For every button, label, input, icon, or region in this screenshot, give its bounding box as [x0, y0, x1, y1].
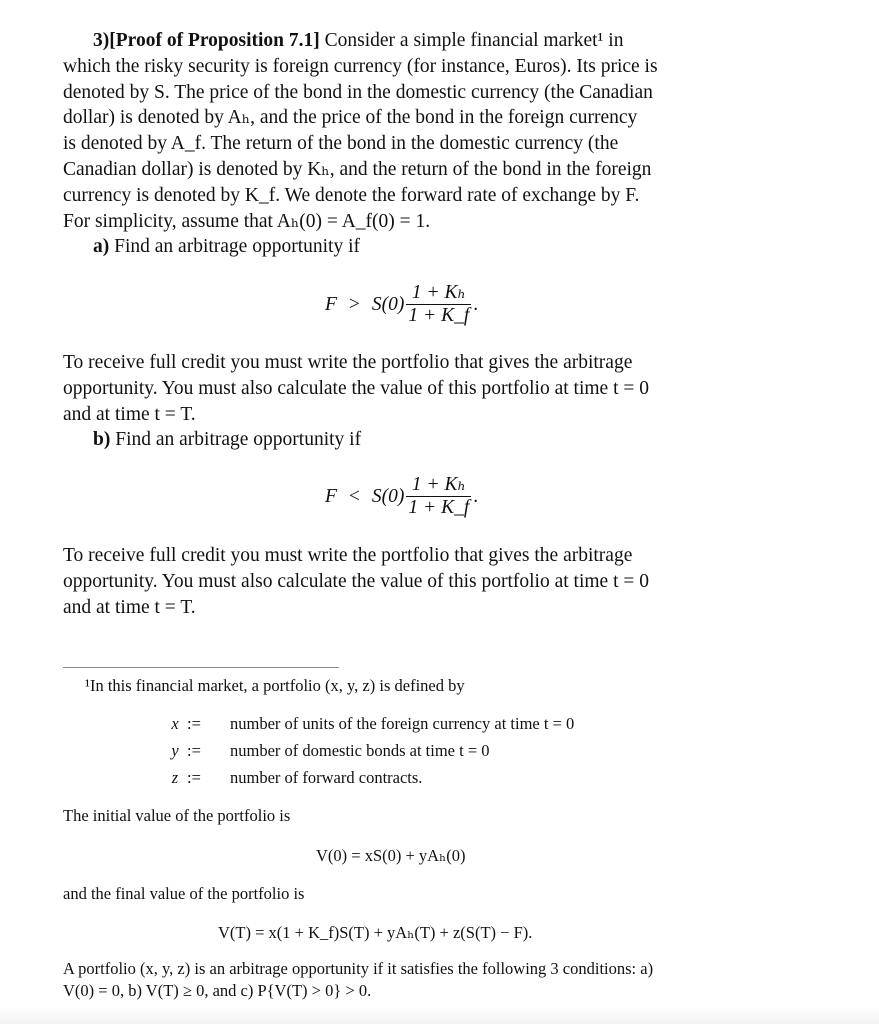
intro-line-1: 3)[Proof of Proposition 7.1] Consider a simple financial market¹ in [93, 30, 624, 51]
part-b-credit: To receive full credit you must write the portfolio that gives the arbitrage opportunity. You must also calculate the value of this portfolio at time t = 0 and at time t = T. [63, 545, 649, 618]
part-a-label: a) [93, 236, 110, 258]
footnote-rule [63, 667, 339, 668]
initial-value-equation: V(0) = xS(0) + yAₕ(0) [316, 846, 466, 865]
part-b-text: Find an arbitrage opportunity if [115, 429, 362, 451]
intro-line-2: which the risky security is foreign currency (for instance, Euros). Its price is [63, 55, 658, 77]
bottom-fade [0, 1006, 879, 1024]
inequality-b: F < S(0) $\frac{\text{1 + Kₕ}}{1 + K\_f}$ . [325, 474, 479, 518]
intro-line-8: For simplicity, assume that Aₕ(0) = A_f(0) = 1. [63, 210, 431, 232]
arbitrage-definition: A portfolio (x, y, z) is an arbitrage opportunity if it satisfies the following 3 conditions: a) V(0) = 0, b) V(T) ≥ 0, and c) P{V(T) > 0} > 0. [63, 959, 654, 1000]
final-value-text: and the final value of the portfolio is [63, 884, 305, 903]
intro-line-5: is denoted by A_f. The return of the bond in the domestic currency (the [63, 133, 619, 155]
intro-line-4: dollar) is denoted by Aₕ, and the price of the bond in the foreign currency [63, 107, 638, 129]
problem-title: [Proof of Proposition 7.1] [109, 30, 320, 51]
problem-number: 3) [93, 30, 110, 51]
fraction-a: $\frac{\text{1 + Kₕ}}{1 + K\_f}$ [408, 282, 470, 326]
intro-line-7: currency is denoted by K_f. We denote the forward rate of exchange by F. [63, 184, 640, 206]
part-a-heading [63, 234, 763, 260]
part-b-heading [63, 427, 763, 453]
intro-line-3: denoted by S. The price of the bond in the domestic currency (the Canadian [63, 81, 653, 103]
part-a-credit: To receive full credit you must write the portfolio that gives the arbitrage opportunity. You must also calculate the value of this portfolio at time t = 0 and at time t = T. b) Find an arbitrage opportunity if [63, 350, 763, 453]
footnote-intro: ¹In this financial market, a portfolio (x, y, z) is defined by [85, 676, 465, 695]
initial-value-text: The initial value of the portfolio is [63, 806, 291, 825]
fraction-b: $\frac{\text{1 + Kₕ}}{1 + K\_f}$ [408, 474, 470, 518]
problem-statement [63, 28, 763, 260]
final-value-equation: V(T) = x(1 + K_f)S(T) + yAₕ(T) + z(S(T) − F). [218, 923, 533, 942]
part-b-label: b) [93, 429, 111, 451]
inequality-a: F > S(0) $\frac{\text{1 + Kₕ}}{1 + K\_f}$ . [325, 282, 479, 326]
intro-line-6: Canadian dollar) is denoted by Kₕ, and the return of the bond in the foreign [63, 158, 652, 180]
part-a-text: Find an arbitrage opportunity if [114, 236, 360, 258]
